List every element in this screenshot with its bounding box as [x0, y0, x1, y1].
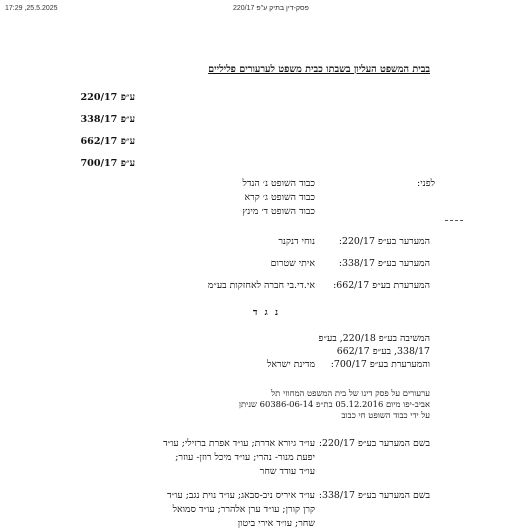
counsel-1-line-1: עו״ד גיורא אדרת; עו״ד אפרת ברזילי; עו״ד [162, 438, 315, 449]
appellant-3-label: המערערת בע״פ 662/17: [333, 280, 430, 291]
appellant-1-name: נוחי דנקנר [278, 236, 315, 247]
case-number: 662/17 [80, 136, 118, 147]
case-number-4 [66, 158, 135, 169]
case-prefix: ע״פ [120, 158, 135, 169]
case-number: 220/17 [80, 92, 118, 103]
case-number: 338/17 [80, 114, 118, 125]
separator [445, 220, 463, 221]
versus-label: נ ג ד [252, 307, 280, 318]
appeal-text-line-3: על ידי כבוד השופט חי כבוב [341, 410, 430, 420]
case-prefix: ע״פ [120, 92, 135, 103]
judge-2: כבוד השופט ג׳ קרא [244, 192, 315, 203]
case-prefix: ע״פ [120, 114, 135, 125]
appellant-3-name: אי.די.בי חברה לאחזקות בע״מ [207, 280, 315, 291]
judge-1: כבוד השופט נ׳ הנדל [242, 178, 315, 189]
appellant-1-label: המערער בע״פ 220/17: [338, 236, 430, 247]
appellant-2-name: איתי שטרום [270, 258, 315, 269]
case-number-1 [66, 92, 135, 103]
case-prefix: ע״פ [120, 136, 135, 147]
court-title: בבית המשפט העליון בשבתו כבית משפט לערעורים פליליים [208, 64, 430, 75]
respondent-label-line-3: והמערערת בע״פ 700/17: [330, 359, 430, 370]
before-label: לפני: [417, 178, 435, 189]
counsel-2-label: בשם המערער בע״פ 338/17: [318, 490, 430, 501]
counsel-1-line-3: עו״ד עודד שחר [259, 466, 315, 477]
case-number-2 [66, 114, 135, 125]
counsel-1-label: בשם המערער בע״פ 220/17: [318, 438, 430, 449]
appellant-2-label: המערער בע״פ 338/17: [338, 258, 430, 269]
counsel-2-line-3: שחר; עו״ד אירי ביטון [237, 518, 315, 529]
respondent-label-line-1: המשיבה בע״פ 220/18, בע״פ [318, 333, 430, 344]
appeal-text-line-2: אביב-יפו מיום 05.12.2016 בת״פ 60386-06-14 שניתן [238, 399, 430, 409]
case-number-3 [66, 136, 135, 147]
respondent-label-line-2: 338/17, בע״פ 662/17 [336, 346, 430, 357]
counsel-2-line-1: עו״ד איריס ניב-סבאג; עו״ד נוית נגב; עו״ד [166, 490, 315, 501]
respondent-name: מדינת ישראל [267, 359, 315, 370]
case-number: 700/17 [80, 158, 118, 169]
print-timestamp: 17:29 ,25.5.2025 [5, 5, 58, 12]
judge-3: כבוד השופט ד׳ מינץ [242, 206, 315, 217]
appeal-text-line-1: ערעורים על פסק דינו של בית המשפט המחוזי תל [271, 388, 430, 398]
counsel-1-line-2: יפעת מנור- נהרי; עו״ד מיכל רוזן- עוזר; [175, 452, 315, 463]
counsel-2-line-2: קרן קורן; עו״ד ערן אלהרר; עו״ד סמואל [172, 504, 315, 515]
print-doc-title: פסק-דין בתיק ע"פ 220/17 [233, 5, 309, 12]
